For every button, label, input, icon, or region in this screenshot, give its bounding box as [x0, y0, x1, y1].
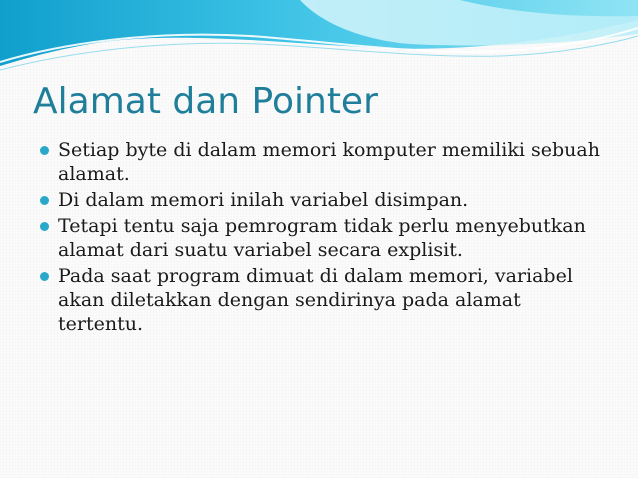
- bullet-item: [40, 188, 610, 212]
- bullet-dot-icon: [40, 222, 49, 231]
- header-wave-decoration: [0, 0, 638, 80]
- bullet-item: [40, 138, 610, 186]
- bullet-text: Tetapi tentu saja pemrogram tidak perlu menyebutkan alamat dari suatu variabel secara explisit.: [58, 215, 586, 261]
- slide-title: Alamat dan Pointer: [33, 81, 378, 122]
- bullet-text: Setiap byte di dalam memori komputer memiliki sebuah alamat.: [58, 139, 600, 185]
- bullet-text: Di dalam memori inilah variabel disimpan.: [58, 189, 469, 211]
- bullet-dot-icon: [40, 146, 49, 155]
- bullet-dot-icon: [40, 272, 49, 281]
- bullet-item: [40, 264, 610, 336]
- bullet-item: [40, 214, 610, 262]
- bullet-dot-icon: [40, 196, 49, 205]
- bullet-text: Pada saat program dimuat di dalam memori, variabel akan diletakkan dengan sendirinya pada alamat tertentu.: [58, 265, 573, 335]
- bullet-list: [40, 138, 610, 338]
